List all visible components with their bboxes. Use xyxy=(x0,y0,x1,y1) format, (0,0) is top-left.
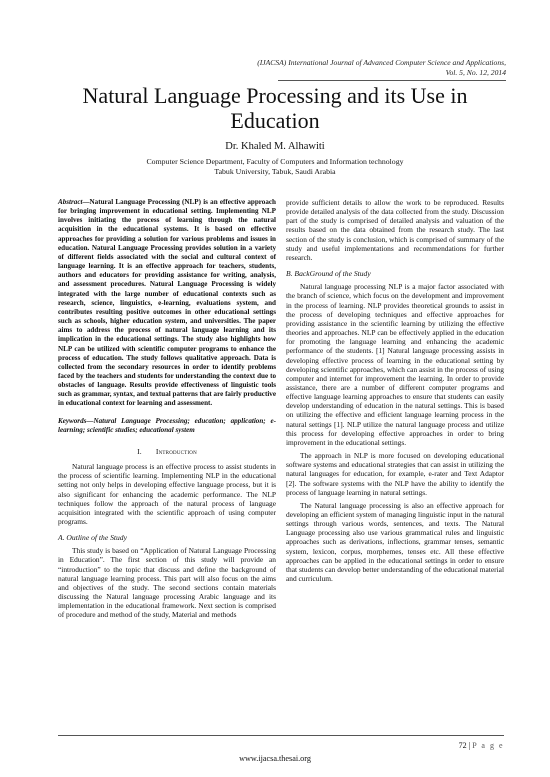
subsection-heading-background: B. BackGround of the Study xyxy=(286,269,371,279)
section-heading-introduction xyxy=(58,447,276,456)
footer-rule xyxy=(58,735,504,736)
title-line-2: Education xyxy=(230,108,320,133)
right-column xyxy=(286,198,504,587)
background-paragraph-2: The approach in NLP is more focused on developing educational software systems and educational strategies that can assist in utilizing the natural languages for education, for example, e-rater and Text Adaptor [2]. The software systems with the NLP have the ability to identify the process of language learning in natural settings. xyxy=(286,451,504,497)
affiliation-department: Computer Science Department, Faculty of Computers and Information technology xyxy=(146,157,404,166)
page-number: 72 | P a g e xyxy=(458,741,504,750)
abstract-text: —Natural Language Processing (NLP) is an effective approach for bringing improvement in educational setting. Implementing NLP involves initiating the process of learning through the natural acquisition in the educational systems. It is based on effective approaches for providing a solution for various problems and issues in education. Natural Language Processing provides solution in a variety of different fields associated with the social and cultural context of language learning. It is an effective approach for teachers, students, authors and educators for providing assistance for writing, analysis, and assessment procedures. Natural Language Processing is widely integrated with the large number of educational contexts such as research, science, linguistics, e-learning, evaluations system, and contributes resulting positive outcomes in other educational settings such as schools, higher education system, and universities. The paper aims to address the process of natural language learning and its implication in the educational settings. The study also highlights how NLP can be utilized with scientific computer programs to enhance the process of education. The study follows qualitative approach. Data is collected from the secondary resources in order to identify problems faced by the teachers and students for understanding the context due to obstacles of language. Results provide effectiveness of linguistic tools such as grammar, syntax, and textual patterns that are fairly productive in educational context for learning and assessment. xyxy=(58,198,276,408)
left-column xyxy=(58,198,276,624)
paper-title xyxy=(0,83,550,133)
page-word: P a g e xyxy=(472,741,504,750)
background-paragraph-1: Natural language processing NLP is a major factor associated with the branch of science, which focus on the development and improvement in the process of learning. NLP provides theoretical grounds to assist in the process of developing techniques and effective approaches for providing assistance in the scientific learning by utilizing the effective theories and approaches. NLP can be effectively applied in the education for promoting the language learning and enhancing the academic performance of the students. [1] Natural language processing assists in developing effective process of learning in the educational setting by developing scientific approaches, which can assist in the process of using computer and internet for improvement the learning. In order to provide assistance, there are a number of different computer programs and effective language learning approaches to ensure that students can easily develop understanding of education in the natural settings. This is based on utilizing the effective and efficient language learning process in the natural settings [1]. NLP utilize the natural language process and utilize this process for developing effective approaches in order to bring improvement in the educational settings. xyxy=(286,282,504,447)
intro-paragraph: Natural language process is an effective process to assist students in the process of scientific learning. Implementing NLP in the educational setting not only helps in developing effective language process, but it is also significant for enhancing the academic performance. The NLP techniques follow the approach of the natural process of language acquisition integrated with the scientific approach of using computer programs. xyxy=(58,462,276,526)
section-number: I. xyxy=(137,446,142,456)
title-line-1: Natural Language Processing and its Use in xyxy=(82,83,468,108)
abstract xyxy=(58,198,276,409)
section-title: Introduction xyxy=(155,446,197,456)
journal-name: (IJACSA) International Journal of Advanced Computer Science and Applications, xyxy=(257,58,506,67)
header-rule xyxy=(278,80,506,81)
journal-website: www.ijacsa.thesai.org xyxy=(239,754,311,763)
subsection-heading-outline: A. Outline of the Study xyxy=(58,533,127,543)
journal-header xyxy=(257,58,506,78)
abstract-lead: Abstract xyxy=(58,198,83,206)
keywords: Keywords—Natural Language Processing; education; application; e-learning; scientific studies; educational system xyxy=(58,416,276,434)
affiliation-university: Tabuk University, Tabuk, Saudi Arabia xyxy=(214,167,336,176)
background-paragraph-3: The Natural language processing is also an effective approach for developing an efficient system of managing linguistic input in the natural settings through various words, sentences, and texts. The Natural Language processing also use various grammatical rules and linguistic approaches such as derivations, inflections, grammar tenses, semantic system, lexicon, corpus, morphemes, tenses etc. All these effective approaches can be applied in the educational settings in order to ensure that students can develop better understanding of the educational material and curriculum. xyxy=(286,500,504,584)
outline-paragraph: This study is based on “Application of Natural Language Processing in Education”. The first section of this study will provide an “introduction” to the topic that discuss and define the background of natural language learning process. This part will also focus on the aims and objectives of the study. The second sections contain materials discussing the Natural language processing Arabic language and its implementation in the educational framework. Next section is comprised of procedure and method of the study, Material and methods xyxy=(58,546,276,620)
page-number-value: 72 xyxy=(458,741,467,750)
journal-volume: Vol. 5, No. 12, 2014 xyxy=(445,68,506,77)
author-name: Dr. Khaled M. Alhawiti xyxy=(225,141,325,152)
continuation-paragraph: provide sufficient details to allow the work to be reproduced. Results provide detailed analysis of the data collected from the study. Discussion part of the study is comprised of detailed analysis and valuation of the results based on the data obtained from the research study. The last section of the study is conclusion, which is comprised of summary of the study and useful implementations and recommendations for further research. xyxy=(286,198,504,262)
